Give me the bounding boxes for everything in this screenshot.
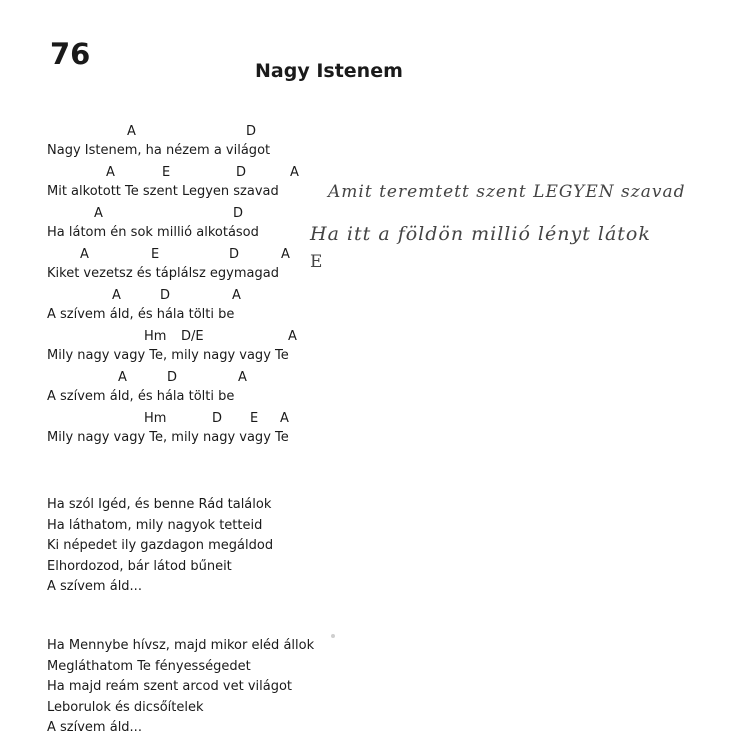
lyric-line: Mily nagy vagy Te, mily nagy vagy Te [47, 430, 289, 445]
chord: D [236, 165, 247, 180]
handwritten-annotation: Amit teremtett szent LEGYEN szavad [328, 182, 686, 202]
song-title: Nagy Istenem [255, 60, 403, 82]
chord: E [151, 247, 160, 262]
handwritten-annotation: E [310, 252, 324, 272]
lyric-line: Ha Mennybe hívsz, majd mikor eléd állok [47, 638, 315, 653]
chord: A [127, 124, 136, 139]
lyric-line: A szívem áld, és hála tölti be [47, 307, 235, 322]
chord-line [47, 325, 307, 345]
lyric-line: Ha látom én sok millió alkotásod [47, 225, 259, 240]
lyric-line: Elhordozod, bár látod bűneit [47, 558, 232, 574]
chord-line [47, 161, 307, 181]
chord: A [106, 165, 115, 180]
lyric-line: Ha majd reám szent arcod vet világot [47, 679, 293, 694]
lyric-line: Megláthatom Te fényességedet [47, 658, 251, 674]
lyric-line: Mit alkotott Te szent Legyen szavad [47, 184, 279, 199]
lyric-line: Mily nagy vagy Te, mily nagy vagy Te [47, 348, 289, 363]
page-number: 76 [50, 37, 91, 71]
chord-line [47, 202, 307, 222]
chord: E [250, 411, 259, 426]
chord: E [162, 165, 171, 180]
chord: Hm [144, 411, 167, 426]
chord: A [290, 165, 299, 180]
lyric-line: Ha szól Igéd, és benne Rád találok [47, 497, 272, 512]
chord: A [118, 370, 127, 385]
chord: A [288, 329, 297, 344]
ink-speck [331, 634, 335, 638]
chord-line [47, 366, 307, 386]
chord: D [160, 288, 171, 303]
chord: A [238, 370, 247, 385]
chord-line [47, 407, 307, 427]
lyric-line: A szívem áld, és hála tölti be [47, 389, 235, 404]
lyric-line: Kiket vezetsz és táplálsz egymagad [47, 266, 279, 281]
lyric-line: Ki népedet ily gazdagon megáldod [47, 538, 274, 553]
handwritten-annotation: Ha itt a földön millió lényt látok [310, 223, 651, 245]
lyric-line: Leborulok és dicsőítelek [47, 699, 204, 715]
chord: A [280, 411, 289, 426]
chord-line [47, 243, 307, 263]
chord: A [80, 247, 89, 262]
verse-1-with-chords [47, 120, 307, 448]
chord: D [167, 370, 178, 385]
chord: A [112, 288, 121, 303]
chord: A [232, 288, 241, 303]
lyric-line: Ha láthatom, mily nagyok tetteid [47, 517, 263, 533]
chord-line [47, 284, 307, 304]
refrain-reference: A szívem áld... [47, 579, 142, 594]
chord-line [47, 120, 307, 140]
lyric-line: Nagy Istenem, ha nézem a világot [47, 143, 271, 158]
chord: D/E [181, 329, 204, 344]
chord: D [212, 411, 223, 426]
refrain-reference: A szívem áld... [47, 720, 142, 735]
verse-3 [47, 636, 337, 739]
chord: A [94, 206, 103, 221]
verse-2 [47, 495, 337, 598]
chord: A [281, 247, 290, 262]
chord: D [233, 206, 244, 221]
chord: Hm [144, 329, 167, 344]
chord: D [229, 247, 240, 262]
chord: D [246, 124, 257, 139]
